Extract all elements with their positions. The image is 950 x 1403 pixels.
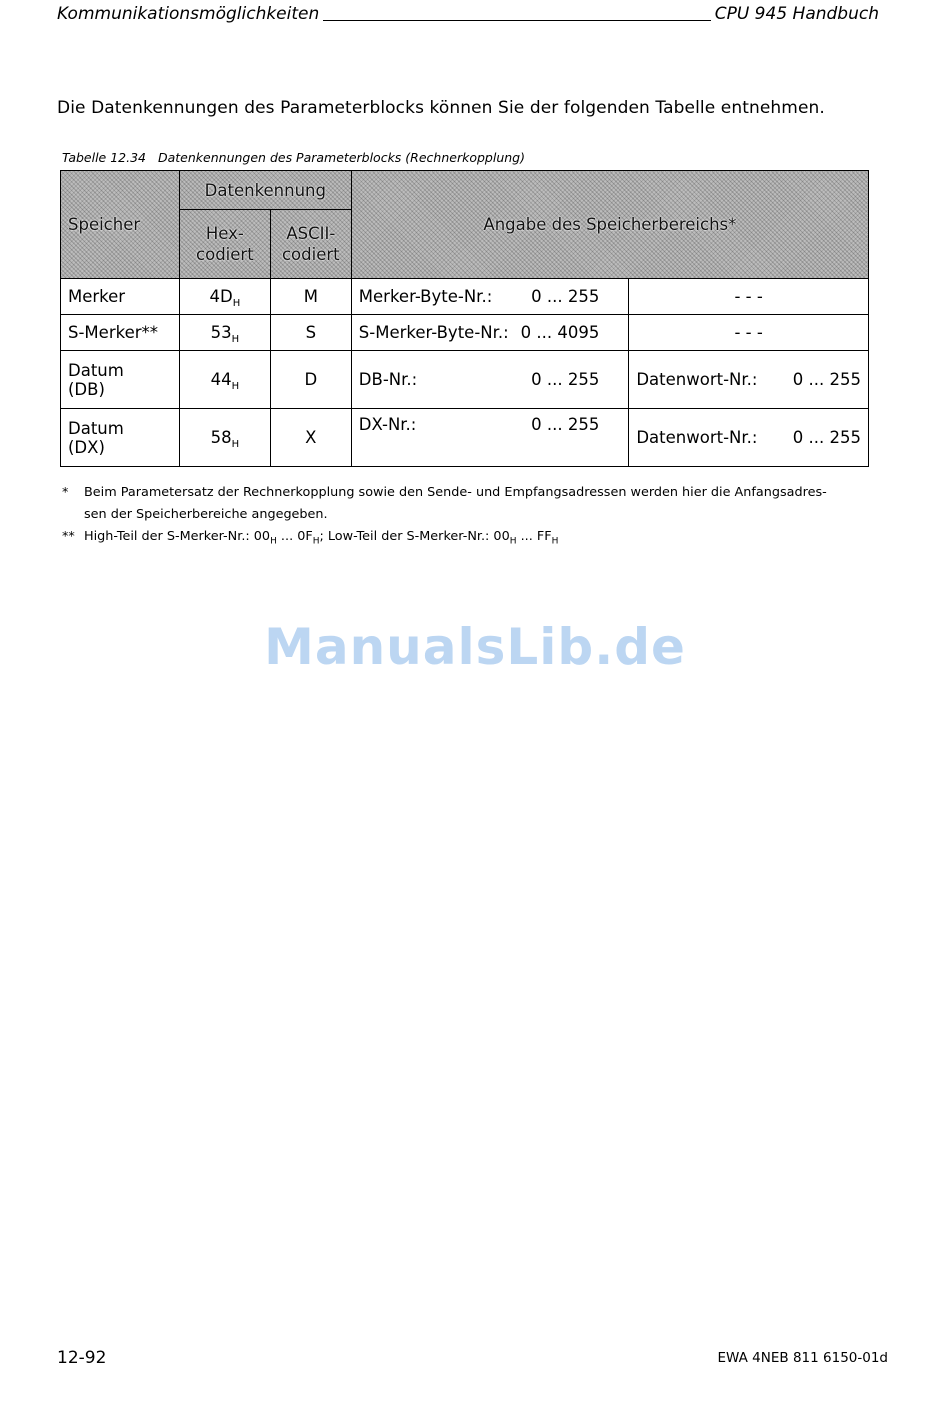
document-id: EWA 4NEB 811 6150-01d [717,1350,888,1366]
header-ascii: ASCII- codiert [270,210,351,279]
cell-range-1: S-Merker-Byte-Nr.: 0 ... 4095 [351,315,629,351]
cell-range-2: Datenwort-Nr.: 0 ... 255 [629,351,869,409]
footnote-2: ** High-Teil der S-Merker-Nr.: $00_H$ ... $0F_H$; Low-Teil der S-Merker-Nr.: $00_H$ ... $FF_H$ [62,529,559,547]
watermark: ManualsLib.de [264,618,686,676]
cell-range-2: - - - [629,315,869,351]
intro-paragraph: Die Datenkennungen des Parameterblocks können Sie der folgenden Tabelle entnehmen. [57,98,825,118]
header-chapter: Kommunikationsmöglichkeiten [57,4,320,24]
header-datenkennung: Datenkennung [179,171,351,210]
page-header [57,0,879,24]
table-number: Tabelle 12.34 [62,150,147,165]
table-row [61,315,869,351]
table-row [61,351,869,409]
header-speicher: Speicher [61,171,180,279]
cell-range-1: Merker-Byte-Nr.: 0 ... 255 [351,279,629,315]
cell-speicher: Datum (DB) [61,351,180,409]
cell-range-1: DX-Nr.: 0 ... 255 [351,409,629,467]
data-id-table [60,170,869,467]
header-manual-title: CPU 945 Handbuch [714,4,879,24]
cell-speicher: Merker [61,279,180,315]
cell-hex: $58_H$ [179,409,270,467]
table-title: Datenkennungen des Parameterblocks (Rechnerkopplung) [158,150,525,165]
cell-ascii: S [270,315,351,351]
header-rule [323,20,710,21]
page-number: 12-92 [57,1348,107,1368]
cell-ascii: M [270,279,351,315]
footnote-1: * Beim Parametersatz der Rechnerkopplung sowie den Sende- und Empfangsadressen werden hier die Anfangsadres- sen der Speicherbereiche angegeben. [62,485,827,522]
table-row [61,409,869,467]
table-header-row [61,171,869,210]
header-hex: Hex- codiert [179,210,270,279]
cell-hex: $44_H$ [179,351,270,409]
cell-ascii: X [270,409,351,467]
table-row [61,279,869,315]
cell-range-2: Datenwort-Nr.: 0 ... 255 [629,409,869,467]
cell-ascii: D [270,351,351,409]
cell-hex: $4D_H$ [179,279,270,315]
cell-range-2: - - - [629,279,869,315]
cell-range-1: DB-Nr.: 0 ... 255 [351,351,629,409]
table-caption [62,150,525,165]
cell-hex: $53_H$ [179,315,270,351]
cell-speicher: S-Merker** [61,315,180,351]
cell-speicher: Datum (DX) [61,409,180,467]
header-angabe: Angabe des Speicherbereichs* [351,171,868,279]
